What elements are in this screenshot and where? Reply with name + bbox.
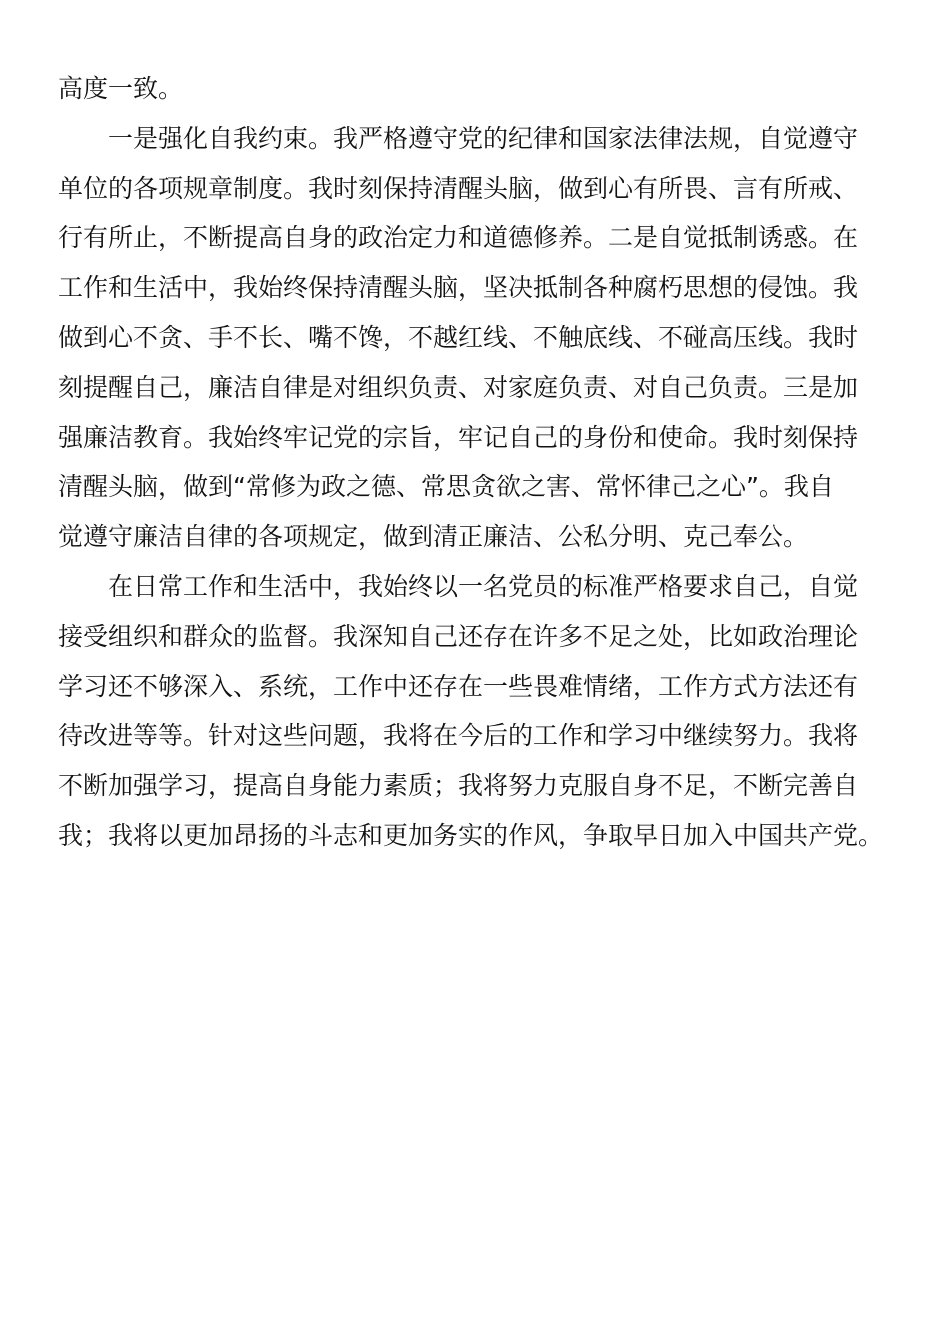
text-line: 接受组织和群众的监督。我深知自己还存在许多不足之处，比如政治理论 — [58, 621, 859, 651]
text-line: 行有所止，不断提高自身的政治定力和道德修养。二是自觉抵制诱惑。在 — [58, 223, 859, 253]
text-line: 待改进等等。针对这些问题，我将在今后的工作和学习中继续努力。我将 — [58, 721, 859, 751]
text-line: 不断加强学习，提高自身能力素质；我将努力克服自身不足，不断完善自 — [58, 771, 859, 801]
document-body — [58, 64, 894, 861]
text-line: 高度一致。 — [58, 74, 184, 103]
text-line: 强廉洁教育。我始终牢记党的宗旨，牢记自己的身份和使命。我时刻保持 — [58, 422, 859, 452]
text-line: 工作和生活中，我始终保持清醒头脑，坚决抵制各种腐朽思想的侵蚀。我 — [58, 273, 859, 303]
text-line: 学习还不够深入、系统，工作中还存在一些畏难情绪，工作方式方法还有 — [58, 671, 859, 701]
text-line: 单位的各项规章制度。我时刻保持清醒头脑，做到心有所畏、言有所戒、 — [58, 173, 859, 203]
text-line: 一是强化自我约束。我严格遵守党的纪律和国家法律法规，自觉遵守 — [108, 123, 859, 153]
text-line: 在日常工作和生活中，我始终以一名党员的标准严格要求自己，自觉 — [108, 571, 859, 601]
text-line: 刻提醒自己，廉洁自律是对组织负责、对家庭负责、对自己负责。三是加 — [58, 372, 859, 402]
text-line: 我；我将以更加昂扬的斗志和更加务实的作风，争取早日加入中国共产党。 — [58, 820, 884, 850]
text-line: 觉遵守廉洁自律的各项规定，做到清正廉洁、公私分明、克己奉公。 — [58, 522, 809, 552]
text-line: 清醒头脑，做到“常修为政之德、常思贪欲之害、常怀律己之心”。我自 — [58, 472, 834, 502]
text-line: 做到心不贪、手不长、嘴不馋，不越红线、不触底线、不碰高压线。我时 — [58, 322, 859, 352]
